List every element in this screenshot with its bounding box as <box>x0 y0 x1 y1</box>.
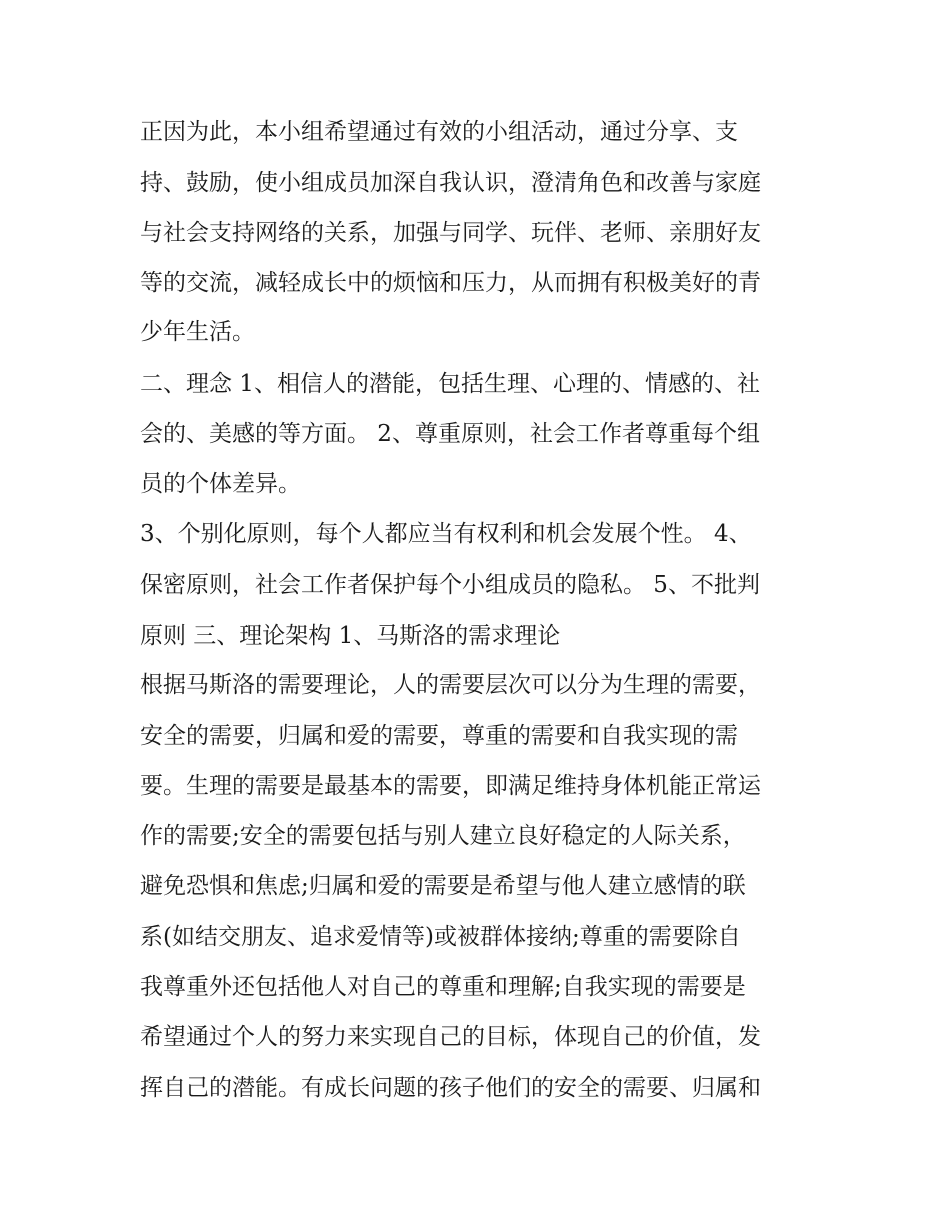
text-line: 会的、美感的等方面。 2、尊重原则，社会工作者尊重每个组 <box>140 421 760 447</box>
text-line: 保密原则，社会工作者保护每个小组成员的隐私。 5、不批判 <box>140 572 760 598</box>
text-line: 等的交流，减轻成长中的烦恼和压力，从而拥有积极美好的青 <box>140 270 761 296</box>
text-line: 与社会支持网络的关系，加强与同学、玩伴、老师、亲朋好友 <box>140 220 761 246</box>
text-line: 要。生理的需要是最基本的需要，即满足维持身体机能正常运 <box>140 773 761 799</box>
text-line: 员的个体差异。 <box>140 471 301 497</box>
text-line: 根据马斯洛的需要理论，人的需要层次可以分为生理的需要， <box>140 672 761 698</box>
text-line: 希望通过个人的努力来实现自己的目标，体现自己的价值，发 <box>140 1024 761 1050</box>
text-line: 二、理念 1、相信人的潜能，包括生理、心理的、情感的、社 <box>140 371 760 397</box>
text-line: 安全的需要，归属和爱的需要，尊重的需要和自我实现的需 <box>140 723 738 749</box>
text-line: 系(如结交朋友、追求爱情等)或被群体接纳;尊重的需要除自 <box>140 924 741 950</box>
text-line: 避免恐惧和焦虑;归属和爱的需要是希望与他人建立感情的联 <box>140 873 746 899</box>
text-line: 少年生活。 <box>140 319 255 345</box>
text-line: 3、个别化原则，每个人都应当有权利和机会发展个性。 4、 <box>140 521 752 547</box>
text-line: 挥自己的潜能。有成长问题的孩子他们的安全的需要、归属和 <box>140 1075 761 1101</box>
text-line: 原则 三、理论架构 1、马斯洛的需求理论 <box>140 623 561 649</box>
text-line: 持、鼓励，使小组成员加深自我认识，澄清角色和改善与家庭 <box>140 170 761 196</box>
text-line: 正因为此，本小组希望通过有效的小组活动，通过分享、支 <box>140 119 738 145</box>
text-line: 作的需要;安全的需要包括与别人建立良好稳定的人际关系， <box>140 823 746 849</box>
text-line: 我尊重外还包括他人对自己的尊重和理解;自我实现的需要是 <box>140 974 746 1000</box>
